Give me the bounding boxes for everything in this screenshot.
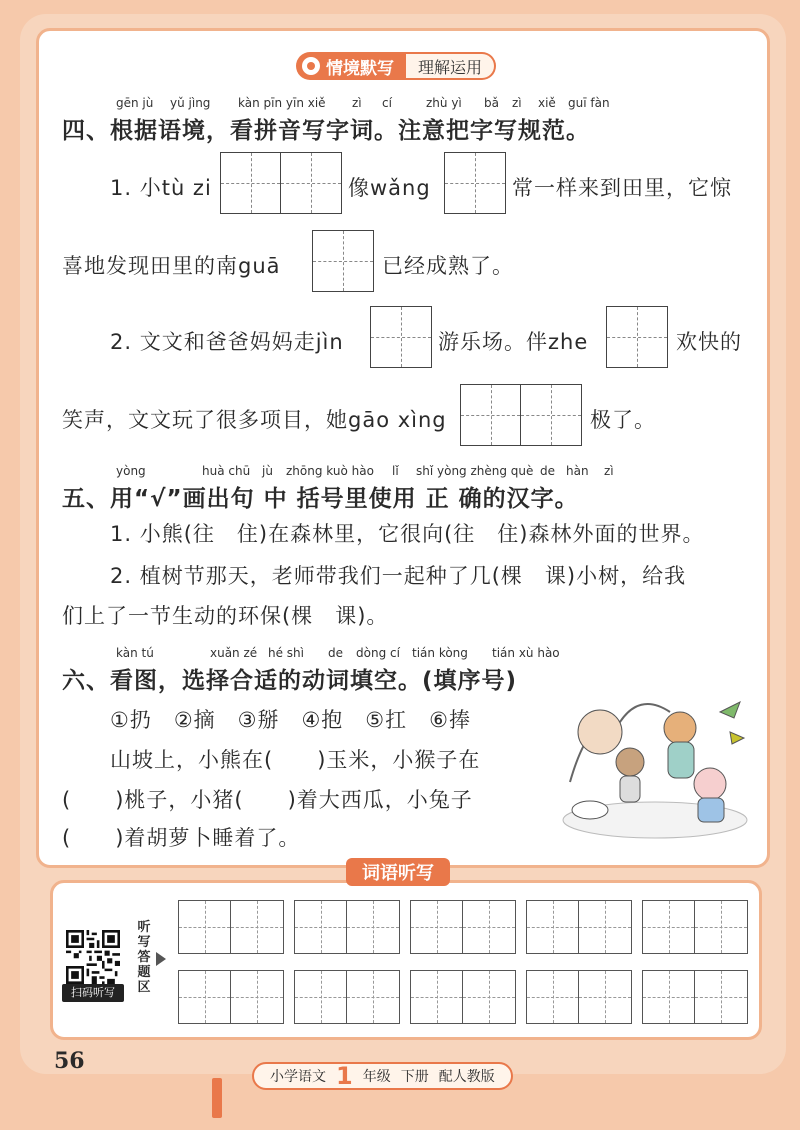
dictation-grid[interactable] — [294, 900, 400, 954]
pinyin: zì — [512, 96, 522, 110]
q2-text: 2. 植树节那天，老师带我们一起种了几(棵 课)小树，给我 — [110, 564, 687, 588]
section5-title: 五、用“√”画出句 中 括号里使用 正 确的汉字。 — [62, 486, 579, 512]
q2-text: 欢快的 — [676, 330, 742, 354]
q1-text: 喜地发现田里的南guā — [62, 254, 281, 278]
answer-box[interactable] — [312, 230, 374, 292]
answer-box[interactable] — [444, 152, 506, 214]
answer-box[interactable] — [220, 152, 342, 214]
q1-text: 常一样来到田里，它惊 — [512, 176, 732, 200]
section4-title: 四、根据语境，看拼音写字词。注意把字写规范。 — [62, 118, 590, 144]
qr-code-icon[interactable] — [66, 930, 120, 984]
q2-text: 极了。 — [590, 408, 656, 432]
q2-text: 笑声，文文玩了很多项目，她gāo xìng — [62, 408, 447, 432]
answer-area-label: 听写答题区 — [137, 920, 151, 995]
term: 下册 — [400, 1069, 429, 1085]
answer-box[interactable] — [370, 306, 432, 368]
pinyin: guī fàn — [568, 96, 610, 110]
arrow-right-icon — [156, 952, 166, 966]
dictation-grid[interactable] — [178, 970, 284, 1024]
fill-line: ( )桃子，小猪( )着大西瓜，小兔子 — [62, 788, 473, 812]
q1-text: 像wǎng — [348, 176, 431, 200]
edition: 配人教版 — [438, 1069, 495, 1085]
pinyin: zhù yì — [426, 96, 462, 110]
header-left: 情境默写 — [326, 58, 394, 79]
dictation-grid[interactable] — [410, 970, 516, 1024]
dictation-grid[interactable] — [178, 900, 284, 954]
pinyin: bǎ — [484, 96, 499, 110]
pinyin: shǐ yòng zhèng què — [416, 464, 534, 478]
verb-options: ①扔 ②摘 ③掰 ④抱 ⑤扛 ⑥捧 — [110, 708, 471, 732]
dictation-grid[interactable] — [294, 970, 400, 1024]
pinyin: kàn tú — [116, 646, 154, 660]
pinyin: xuǎn zé — [210, 646, 258, 660]
pinyin: dòng cí — [356, 646, 400, 660]
pinyin: de — [328, 646, 343, 660]
dictation-grid[interactable] — [526, 900, 632, 954]
animals-illustration — [560, 692, 750, 842]
section6-title: 六、看图，选择合适的动词填空。(填序号) — [62, 668, 518, 694]
pinyin: tián kòng — [412, 646, 468, 660]
header-right: 理解运用 — [406, 52, 496, 80]
target-icon — [302, 57, 320, 75]
q2-text: 们上了一节生动的环保(棵 课)。 — [62, 604, 389, 628]
pinyin: xiě — [538, 96, 556, 110]
pinyin: yòng — [116, 464, 146, 478]
q1-text: 已经成熟了。 — [382, 254, 514, 278]
dictation-grid[interactable] — [642, 900, 748, 954]
pinyin: jù — [262, 464, 273, 478]
grade-number: 1 — [336, 1062, 353, 1090]
grade: 年级 — [362, 1069, 391, 1085]
subject: 小学语文 — [270, 1069, 326, 1085]
pinyin: yǔ jìng — [170, 96, 211, 110]
section-header — [296, 52, 496, 80]
q1-text: 1. 小熊(往 住)在森林里，它很向(往 住)森林外面的世界。 — [110, 522, 705, 546]
pinyin: zì — [352, 96, 362, 110]
pinyin: zì — [604, 464, 614, 478]
answer-box[interactable] — [460, 384, 582, 446]
fill-line: 山坡上，小熊在( )玉米，小猴子在 — [110, 748, 481, 772]
dictation-grid[interactable] — [526, 970, 632, 1024]
pinyin: de — [540, 464, 555, 478]
pinyin: kàn pīn yīn xiě — [238, 96, 326, 110]
qr-label: 扫码听写 — [62, 984, 124, 1002]
spine-mark — [212, 1078, 222, 1118]
pinyin: tián xù hào — [492, 646, 560, 660]
page-number: 56 — [54, 1048, 85, 1074]
pinyin: zhōng kuò hào — [286, 464, 374, 478]
answer-box[interactable] — [606, 306, 668, 368]
dictation-grid[interactable] — [410, 900, 516, 954]
pinyin: gēn jù — [116, 96, 154, 110]
dictation-grid[interactable] — [642, 970, 748, 1024]
pinyin: lǐ — [392, 464, 399, 478]
q2-text: 2. 文文和爸爸妈妈走jìn — [110, 330, 344, 354]
pinyin: hàn — [566, 464, 589, 478]
pinyin: huà chū — [202, 464, 251, 478]
q1-text: 1. 小tù zi — [110, 176, 212, 200]
q2-text: 游乐场。伴zhe — [438, 330, 589, 354]
pinyin: cí — [382, 96, 392, 110]
dictation-title: 词语听写 — [346, 858, 450, 886]
book-info — [252, 1062, 513, 1090]
pinyin: hé shì — [268, 646, 304, 660]
fill-line: ( )着胡萝卜睡着了。 — [62, 826, 301, 850]
